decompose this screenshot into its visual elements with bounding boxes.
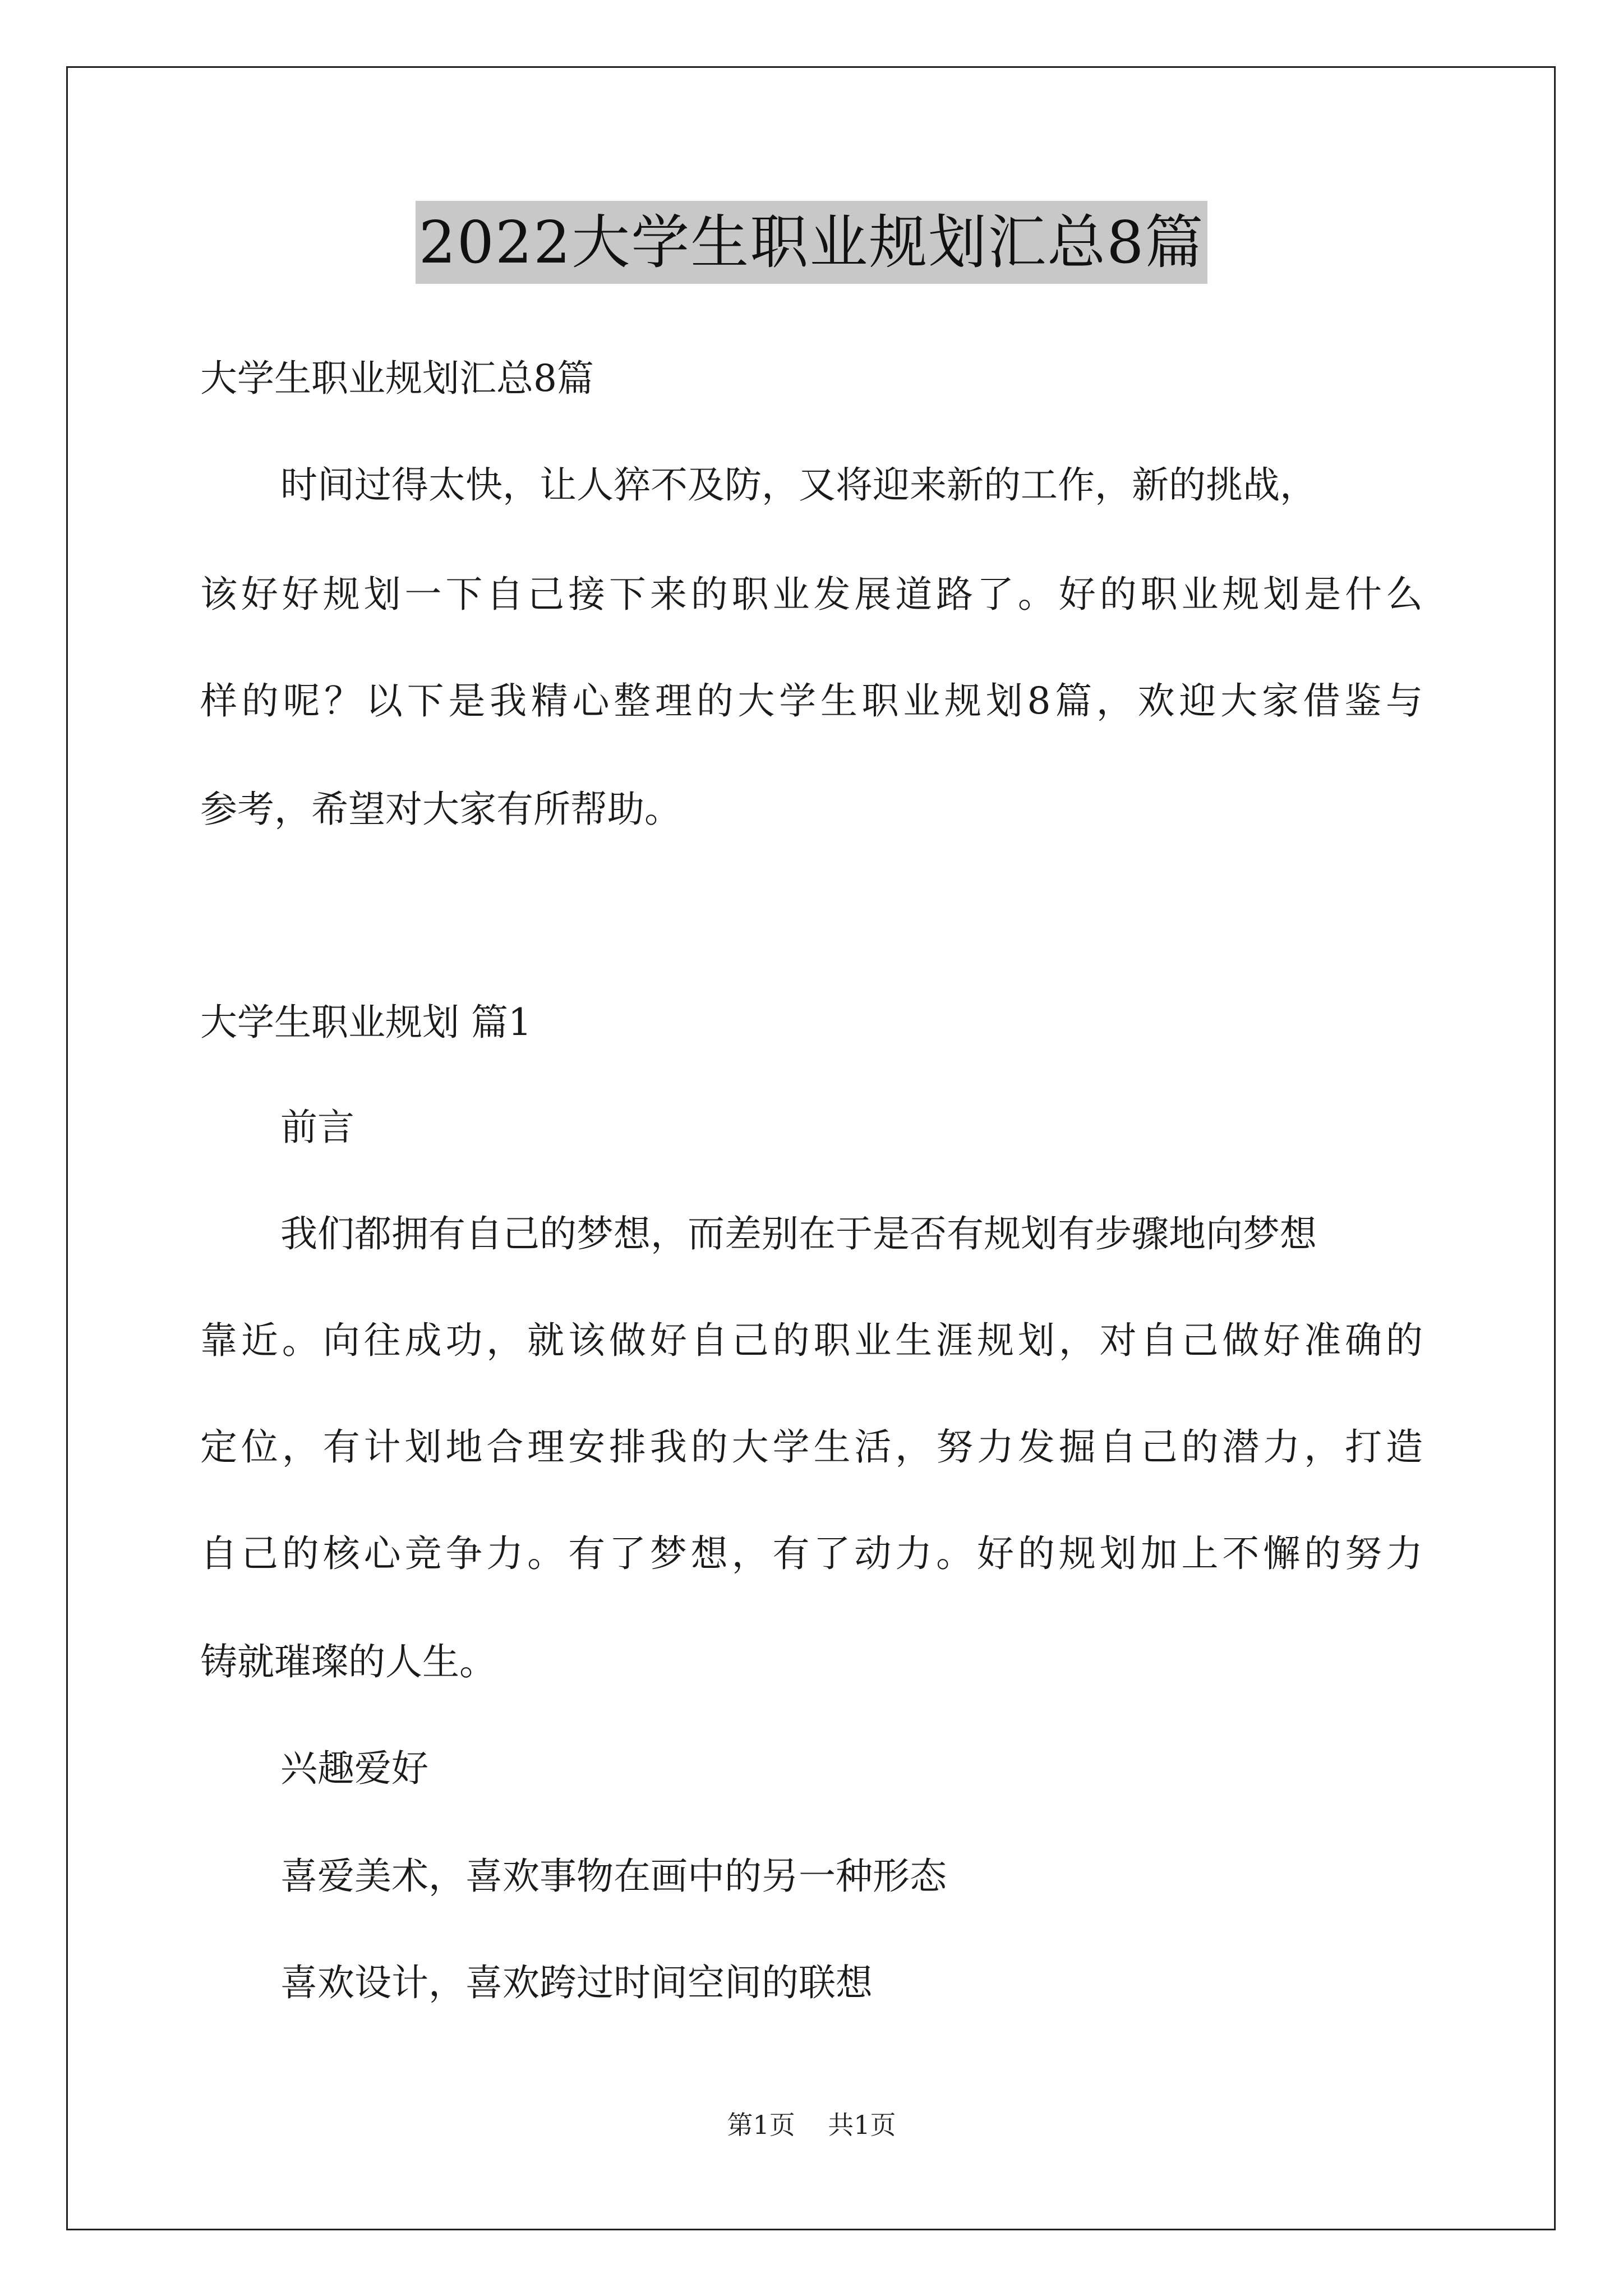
page-footer: 第1页 共1页 <box>727 2110 896 2140</box>
preface-line: 定位，有计划地合理安排我的大学生活，努力发掘自己的潜力，打造 <box>200 1425 1423 1469</box>
hobby-item: 喜欢设计，喜欢跨过时间空间的联想 <box>280 1961 873 2004</box>
preface-line: 靠近。向往成功，就该做好自己的职业生涯规划，对自己做好准确的 <box>200 1319 1423 1362</box>
intro-line: 时间过得太快，让人猝不及防，又将迎来新的工作，新的挑战， <box>280 463 1317 507</box>
intro-line: 样的呢？以下是我精心整理的大学生职业规划8篇，欢迎大家借鉴与 <box>200 679 1423 723</box>
hobby-item: 喜爱美术，喜欢事物在画中的另一种形态 <box>280 1855 947 1898</box>
preface-line: 我们都拥有自己的梦想，而差别在于是否有规划有步骤地向梦想 <box>280 1212 1317 1255</box>
intro-line: 参考，希望对大家有所帮助。 <box>200 788 681 831</box>
document-subtitle: 大学生职业规划汇总8篇 <box>200 357 594 400</box>
preface-line: 铸就璀璨的人生。 <box>200 1640 496 1683</box>
document-title: 2022大学生职业规划汇总8篇 <box>416 201 1208 284</box>
preface-line: 自己的核心竞争力。有了梦想，有了动力。好的规划加上不懈的努力 <box>200 1532 1423 1575</box>
section-heading: 大学生职业规划 篇1 <box>200 1001 532 1044</box>
title-container <box>0 201 1623 284</box>
preface-heading: 前言 <box>280 1106 354 1149</box>
hobby-heading: 兴趣爱好 <box>280 1747 428 1790</box>
intro-line: 该好好规划一下自己接下来的职业发展道路了。好的职业规划是什么 <box>200 573 1423 616</box>
